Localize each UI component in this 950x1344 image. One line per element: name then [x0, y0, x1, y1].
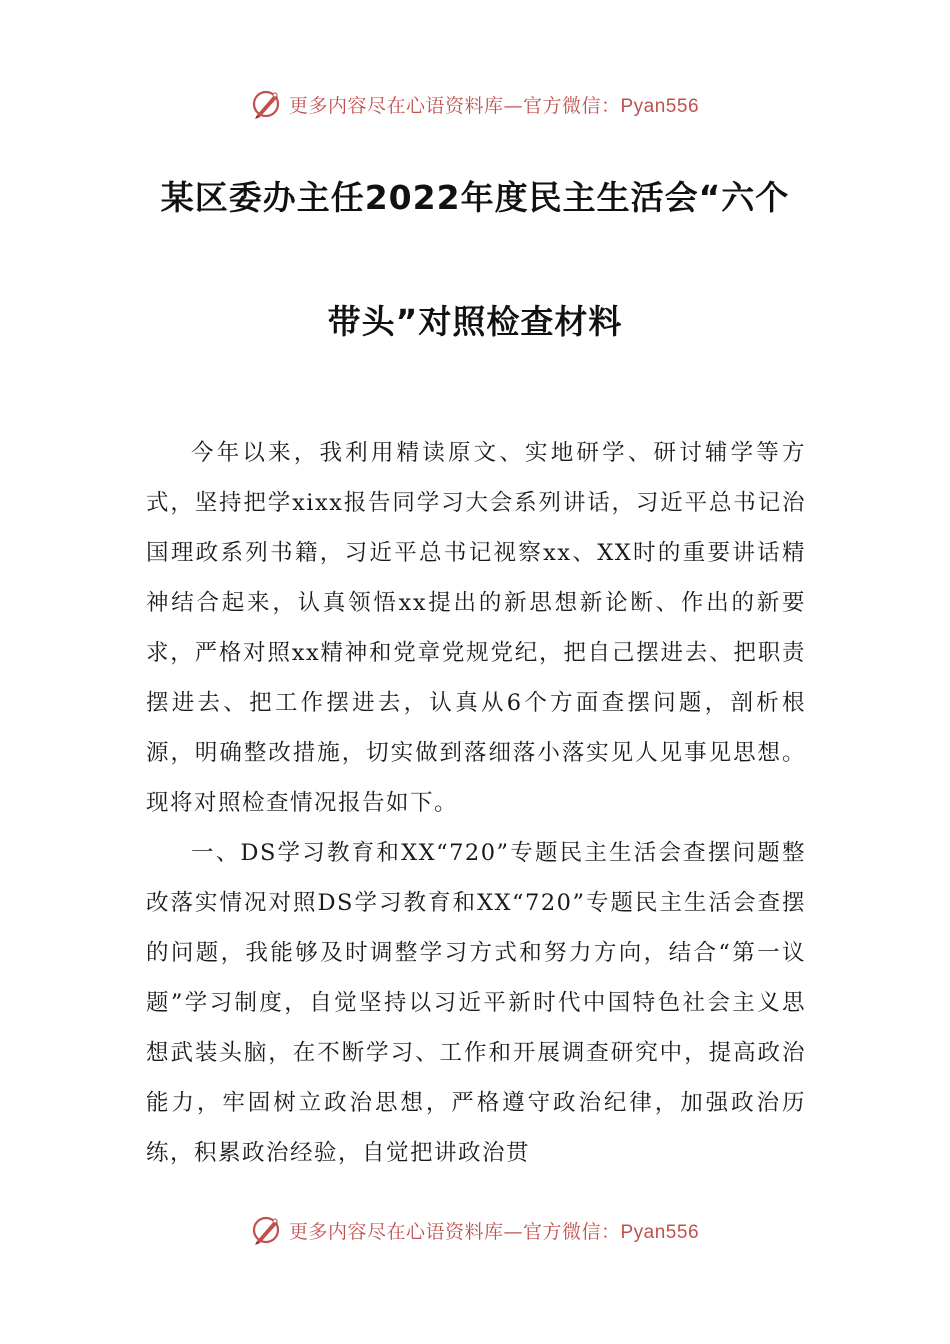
- wechat-id: Pyan556: [620, 95, 700, 117]
- intro-paragraph: 今年以来，我利用精读原文、实地研学、研讨辅学等方式，坚持把学xixx报告同学习大会系列讲话，习近平总书记治国理政系列书籍，习近平总书记视察xx、XX时的重要讲话精神结合起来，认真领悟xx提出的新思想新论断、作出的新要求，严格对照xx精神和党章党规党纪，把自己摆进去、把职责摆进去、把工作摆进去，认真从6个方面查摆问题，剖析根源，明确整改措施，切实做到落细落小落实见人见事见思想。现将对照检查情况报告如下。: [146, 440, 806, 816]
- header-watermark: [0, 84, 950, 124]
- document-title-line-1: 某区委办主任2022年度民主生活会“六个: [160, 178, 790, 217]
- watermark-text: 更多内容尽在心语资料库—官方微信：Pyan556: [288, 94, 700, 117]
- watermark-text: 更多内容尽在心语资料库—官方微信：Pyan556: [288, 1220, 700, 1243]
- pen-circle-logo-icon: [251, 88, 283, 120]
- document-body: [146, 428, 806, 1178]
- footer-watermark: [0, 1210, 950, 1250]
- pen-circle-logo-icon: [251, 1214, 283, 1246]
- document-title-line-2: 带头”对照检查材料: [327, 302, 623, 341]
- section-one-paragraph: 一、DS学习教育和XX“720”专题民主生活会查摆问题整改落实情况对照DS学习教育和XX“720”专题民主生活会查摆的问题，我能够及时调整学习方式和努力方向，结合“第一议题”学习制度，自觉坚持以习近平新时代中国特色社会主义思想武装头脑，在不断学习、工作和开展调查研究中，提高政治能力，牢固树立政治思想，严格遵守政治纪律，加强政治历练，积累政治经验，自觉把讲政治贯: [146, 840, 806, 1166]
- wechat-id: Pyan556: [620, 1221, 700, 1243]
